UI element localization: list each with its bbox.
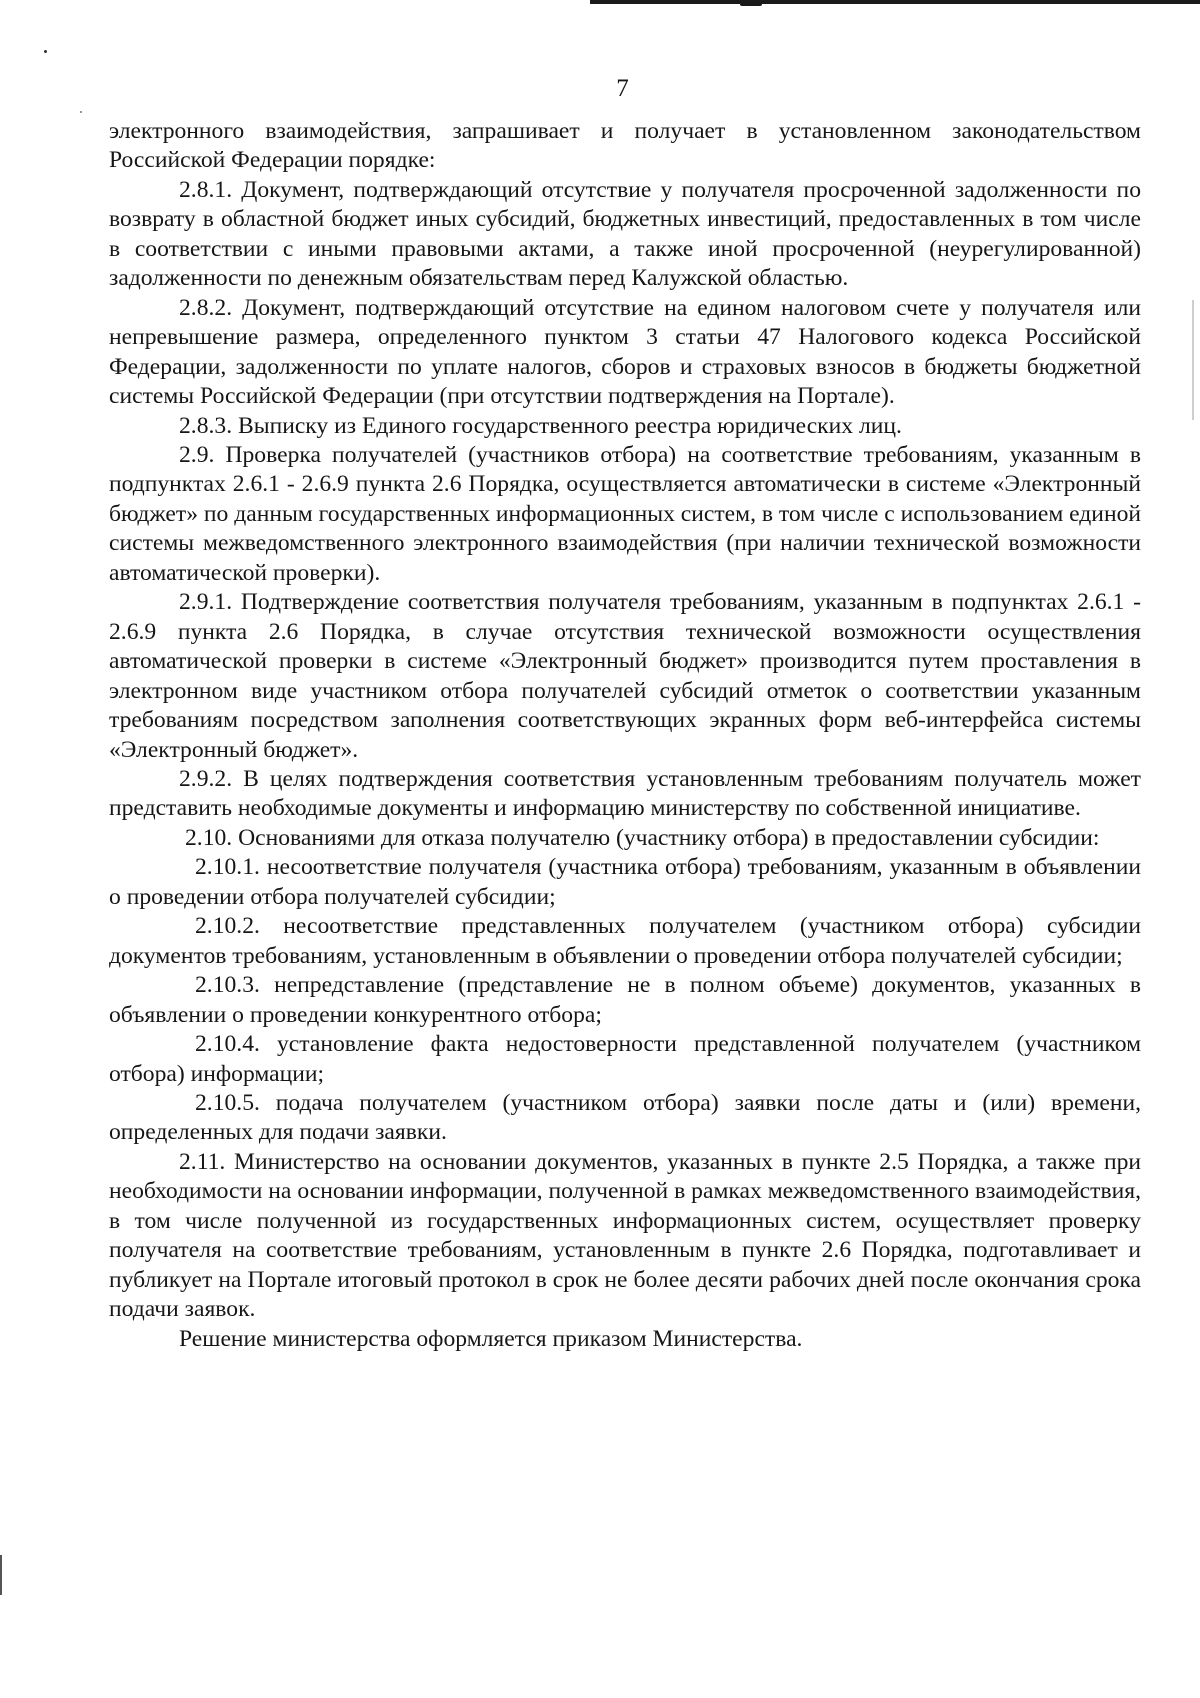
- paragraph-2-8-3: 2.8.3. Выписку из Единого государственного реестра юридических лиц.: [179, 412, 902, 439]
- paragraph-2-8-2: 2.8.2. Документ, подтверждающий отсутствие на едином налоговом счете у получателя или непревышение размера, определенного пунктом 3 статьи 47 Налогового кодекса Российской Федерации, задолженности по уплате налогов, сборов и страховых взносов в бюджеты бюджетной системы Российской Федерации (при отсутствии подтверждения на Портале).: [109, 294, 1141, 410]
- paragraph-2-10-3: 2.10.3. непредставление (представление не в полном объеме) документов, указанных в объявлении о проведении конкурентного отбора;: [109, 972, 1141, 1028]
- paragraph-2-10-5: 2.10.5. подача получателем (участником отбора) заявки после даты и (или) времени, определенных для подачи заявки.: [109, 1089, 1141, 1146]
- scan-edge-shadow: [1192, 300, 1194, 420]
- paragraph-2-10-2: 2.10.2. несоответствие представленных получателем (участником отбора) субсидии документов требованиям, установленным в объявлении о проведении отбора получателей субсидии;: [109, 913, 1141, 969]
- scan-edge-line: [590, 0, 1200, 4]
- paragraph-continuation: электронного взаимодействия, запрашивает и получает в установленном законодательством Российской Федерации порядке:: [109, 118, 1141, 174]
- page-number: 7: [616, 75, 629, 102]
- paragraph-decision: Решение министерства оформляется приказом Министерства.: [179, 1325, 803, 1352]
- paragraph-2-11: 2.11. Министерство на основании документов, указанных в пункте 2.5 Порядка, а также при необходимости на основании информации, полученной в рамках межведомственного взаимодействия, в том числе полученной из государственных информационных систем, осуществляет проверку получателя на соответствие требованиям, установленным в пункте 2.6 Порядка, подготавливает и публикует на Портале итоговый протокол в срок не более десяти рабочих дней после окончания срока подачи заявок.: [109, 1148, 1141, 1323]
- scan-margin-mark: [0, 1555, 2, 1595]
- paragraph-2-9-1: 2.9.1. Подтверждение соответствия получателя требованиям, указанным в подпунктах 2.6.1 - 2.6.9 пункта 2.6 Порядка, в случае отсутствия технической возможности осуществления автоматической проверки в системе «Электронный бюджет» производится путем проставления в электронном виде участником отбора получателей субсидий отметок о соответствии указанным требованиям посредством заполнения соответствующих экранных форм веб-интерфейса системы «Электронный бюджет».: [109, 589, 1141, 763]
- paragraph-2-10-1: 2.10.1. несоответствие получателя (участника отбора) требованиям, указанным в объявлении о проведении отбора получателей субсидии;: [109, 854, 1141, 910]
- scan-speck: [80, 111, 82, 113]
- paragraph-2-9: 2.9. Проверка получателей (участников отбора) на соответствие требованиям, указанным в подпунктах 2.6.1 - 2.6.9 пункта 2.6 Порядка, осуществляется автоматически в системе «Электронный бюджет» по данным государственных информационных систем, в том числе с использованием единой системы межведомственного электронного взаимодействия (при наличии технической возможности автоматической проверки).: [109, 441, 1141, 586]
- paragraph-2-10: 2.10. Основаниями для отказа получателю (участнику отбора) в предоставлении субсидии:: [185, 824, 1100, 851]
- document-body: [109, 117, 1141, 1354]
- paragraph-2-10-4: 2.10.4. установление факта недостоверности представленной получателем (участником отбора) информации;: [109, 1031, 1141, 1087]
- paragraph-2-9-2: 2.9.2. В целях подтверждения соответствия установленным требованиям получатель может представить необходимые документы и информацию министерству по собственной инициативе.: [109, 765, 1141, 822]
- paragraph-2-8-1: 2.8.1. Документ, подтверждающий отсутствие у получателя просроченной задолженности по возврату в областной бюджет иных субсидий, бюджетных инвестиций, предоставленных в том числе в соответствии с иными правовыми актами, а также иной просроченной (неурегулированной) задолженности по денежным обязательствам перед Калужской областью.: [109, 176, 1141, 292]
- scan-speck: [44, 50, 47, 53]
